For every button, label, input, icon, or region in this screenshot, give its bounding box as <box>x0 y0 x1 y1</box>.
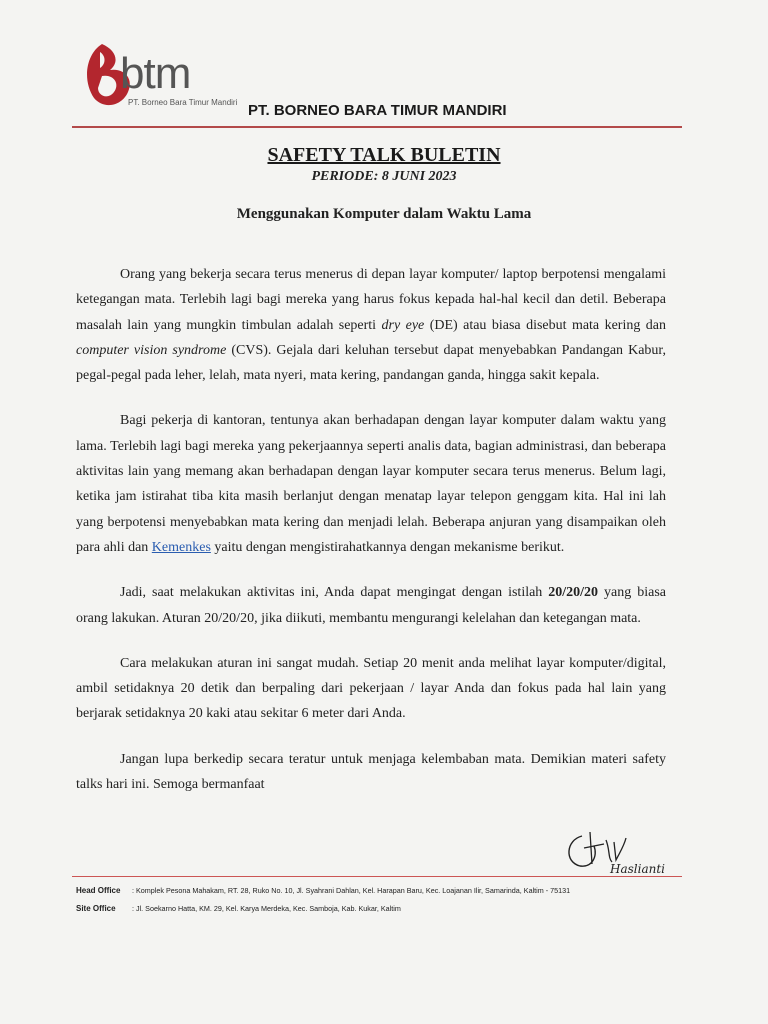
site-office-label: Site Office <box>76 904 116 913</box>
signature <box>560 822 670 882</box>
paragraph-4: Cara melakukan aturan ini sangat mudah. Setiap 20 menit anda melihat layar komputer/digital, ambil setidaknya 20 detik dan berpaling dari pekerjaan / layar Anda dan fokus pada hal lain yang berjarak setidaknya 20 kaki atau sekitar 6 meter dari Anda. <box>76 655 666 722</box>
company-logo <box>80 40 250 112</box>
paragraph-1: Orang yang bekerja secara terus menerus di depan layar komputer/ laptop berpotensi mengalami ketegangan mata. Terlebih lagi bagi mereka yang harus fokus kepada hal-hal kecil dan detil. Beberapa masalah lain yang mungkin timbulan adalah seperti dry eye (DE) atau biasa disebut mata kering dan computer vision syndrome (CVS). Gejala dari keluhan tersebut dapat menyebabkan Pandangan Kabur, pegal-pegal pada leher, lelah, mata nyeri, mata kering, pandangan ganda, hingga sakit kepala. <box>76 267 667 384</box>
bulletin-title: SAFETY TALK BULETIN <box>267 144 501 166</box>
kemenkes-link[interactable]: Kemenkes <box>151 539 211 555</box>
head-office-label: Head Office <box>76 886 121 895</box>
bulletin-body <box>76 262 666 817</box>
paragraph-5: Jangan lupa berkedip secara teratur untuk menjaga kelembaban mata. Demikian materi safety talks hari ini. Semoga bermanfaat <box>76 751 666 793</box>
signatory-name: Haslianti <box>610 862 665 876</box>
bulletin-periode: PERIODE: 8 JUNI 2023 <box>311 169 457 184</box>
logo-subtext: PT. Borneo Bara Timur Mandiri <box>128 98 238 107</box>
logo-wordmark: btm <box>120 49 191 98</box>
site-office-address: : Jl. Soekarno Hatta, KM. 29, Kel. Karya Merdeka, Kec. Samboja, Kab. Kukar, Kaltim <box>132 904 401 913</box>
bulletin-subject: Menggunakan Komputer dalam Waktu Lama <box>236 206 532 222</box>
header-divider <box>72 126 682 128</box>
paragraph-3: Jadi, saat melakukan aktivitas ini, Anda dapat mengingat dengan istilah 20/20/20 yang biasa orang lakukan. Aturan 20/20/20, jika diikuti, membantu mengurangi kelelahan dan ketegangan mata. <box>76 585 666 626</box>
paragraph-2: Bagi pekerja di kantoran, tentunya akan berhadapan dengan layar komputer dalam waktu yang lama. Terlebih lagi bagi mereka yang pekerjaannya seperti analis data, bagian administrasi, dan beberapa aktivitas lain yang memang akan berhadapan dengan layar komputer secara terus menerus. Belum lagi, ketika jam istirahat tiba kita masih berlanjut dengan menatap layar telepon genggam kita. Hal ini lah yang berpotensi menyebabkan mata kering dan menjadi lelah. Beberapa anjuran yang disampaikan oleh para ahli dan Kemenkes yaitu dengan mengistirahatkannya dengan mekanisme berikut. <box>76 413 666 555</box>
head-office-line <box>76 886 570 895</box>
site-office-line <box>76 904 401 913</box>
company-name: PT. BORNEO BARA TIMUR MANDIRI <box>248 102 507 119</box>
footer-divider <box>72 876 682 877</box>
head-office-address: : Komplek Pesona Mahakam, RT. 28, Ruko No. 10, Jl. Syahrani Dahlan, Kel. Harapan Baru, Kec. Loajanan Ilir, Samarinda, Kaltim - 75131 <box>132 886 571 895</box>
